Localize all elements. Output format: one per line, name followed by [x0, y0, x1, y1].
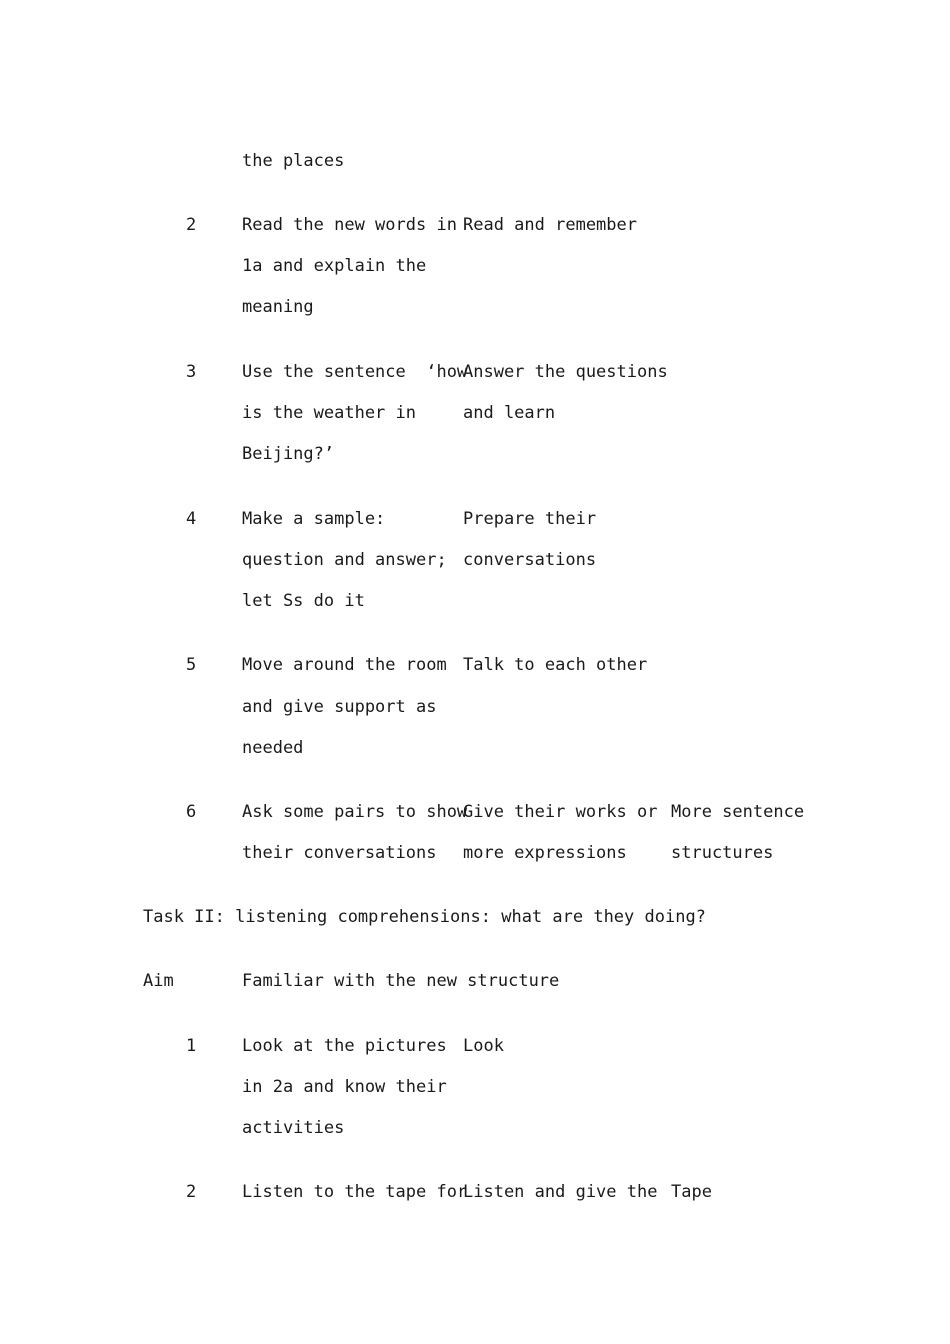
aim-text: Familiar with the new structure	[242, 971, 560, 991]
teacher-activity-text: needed	[242, 738, 304, 758]
student-activity-text: Look	[463, 1036, 504, 1056]
note-text: structures	[671, 843, 774, 863]
student-activity-text: Prepare their	[463, 509, 597, 529]
note-text: Tape	[671, 1182, 712, 1202]
step-number: 5	[186, 655, 197, 675]
teacher-activity-text: Use the sentence ‘how	[242, 362, 468, 382]
student-activity-text: more expressions	[463, 843, 627, 863]
student-activity-text: Answer the questions	[463, 362, 668, 382]
task-heading: Task II: listening comprehensions: what are they doing?	[143, 907, 706, 927]
teacher-activity-text: meaning	[242, 297, 314, 317]
teacher-activity-text: question and answer;	[242, 550, 447, 570]
teacher-activity-text: their conversations	[242, 843, 437, 863]
teacher-activity-text: let Ss do it	[242, 591, 365, 611]
teacher-activity-text: the places	[242, 151, 345, 171]
student-activity-text: Listen and give the	[463, 1182, 658, 1202]
student-activity-text: and learn	[463, 403, 556, 423]
aim-label: Aim	[143, 971, 174, 991]
note-text: More sentence	[671, 802, 805, 822]
teacher-activity-text: Move around the room	[242, 655, 447, 675]
step-number: 6	[186, 802, 197, 822]
step-number: 1	[186, 1036, 197, 1056]
step-number: 2	[186, 1182, 197, 1202]
student-activity-text: Talk to each other	[463, 655, 648, 675]
teacher-activity-text: activities	[242, 1118, 345, 1138]
teacher-activity-text: Read the new words in	[242, 215, 457, 235]
teacher-activity-text: 1a and explain the	[242, 256, 427, 276]
teacher-activity-text: Ask some pairs to show	[242, 802, 468, 822]
teacher-activity-text: Beijing?’	[242, 444, 335, 464]
step-number: 3	[186, 362, 197, 382]
student-activity-text: conversations	[463, 550, 597, 570]
teacher-activity-text: is the weather in	[242, 403, 416, 423]
student-activity-text: Read and remember	[463, 215, 637, 235]
teacher-activity-text: Listen to the tape for	[242, 1182, 468, 1202]
teacher-activity-text: in 2a and know their	[242, 1077, 447, 1097]
teacher-activity-text: and give support as	[242, 697, 437, 717]
step-number: 2	[186, 215, 197, 235]
step-number: 4	[186, 509, 197, 529]
teacher-activity-text: Look at the pictures	[242, 1036, 447, 1056]
teacher-activity-text: Make a sample:	[242, 509, 386, 529]
student-activity-text: Give their works or	[463, 802, 658, 822]
